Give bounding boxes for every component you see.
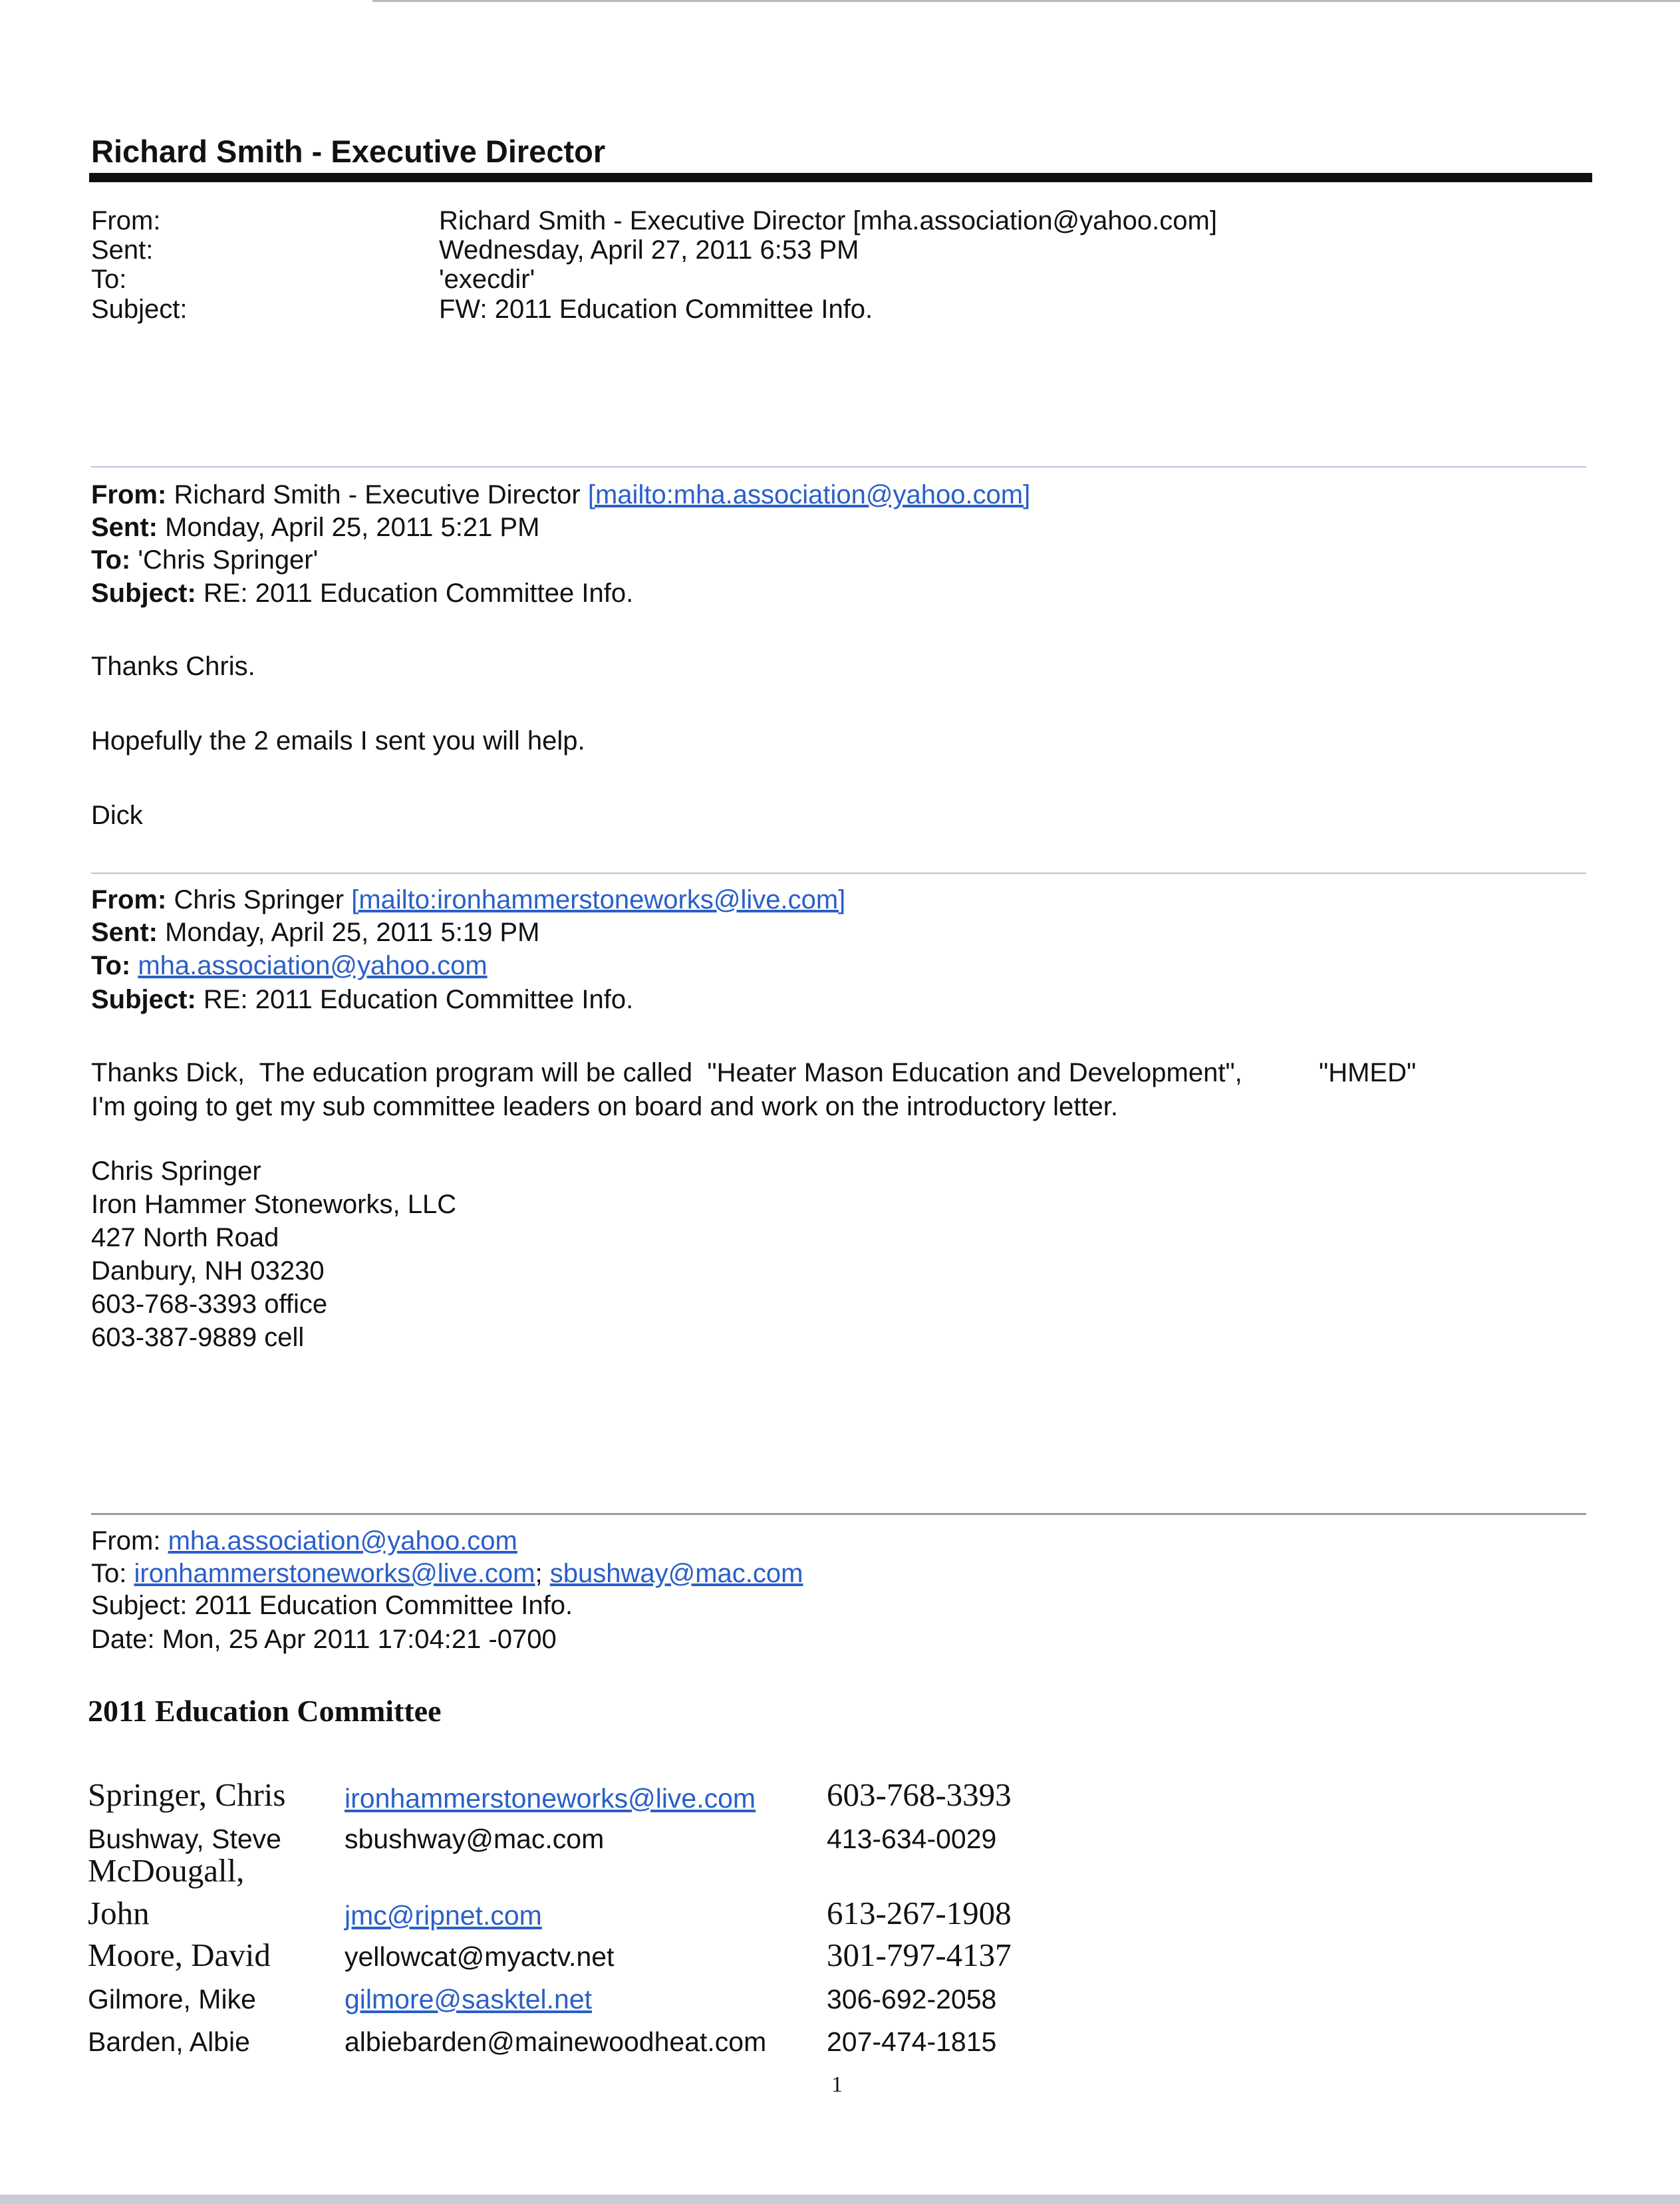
- member-name: Gilmore, Mike: [88, 1984, 256, 2014]
- msg2-from: [91, 887, 845, 913]
- separator: ;: [535, 1559, 543, 1588]
- to-label: To:: [91, 265, 127, 294]
- subject-label: Subject:: [91, 985, 196, 1014]
- mailto-link[interactable]: [mailto:ironhammerstoneworks@live.com]: [351, 885, 846, 914]
- body-line: Hopefully the 2 emails I sent you will help.: [91, 726, 585, 756]
- msg1-from: [91, 482, 1030, 508]
- member-name: Moore, David: [88, 1937, 271, 1973]
- page-number: 1: [831, 2072, 843, 2097]
- divider: [91, 1513, 1586, 1515]
- member-phone: 306-692-2058: [827, 1984, 997, 2014]
- signature-line: Iron Hammer Stoneworks, LLC: [91, 1190, 457, 1219]
- signature-line: 427 North Road: [91, 1223, 279, 1252]
- sent-value: Monday, April 25, 2011 5:21 PM: [165, 513, 540, 542]
- email-link[interactable]: ironhammerstoneworks@live.com: [134, 1559, 535, 1588]
- body-line: Dick: [91, 801, 143, 830]
- sent-label: Sent:: [91, 235, 154, 265]
- email-link[interactable]: sbushway@mac.com: [549, 1559, 803, 1588]
- from-value: Richard Smith - Executive Director: [174, 480, 581, 509]
- member-phone: 603-768-3393: [827, 1776, 1012, 1813]
- member-email-link[interactable]: gilmore@sasktel.net: [345, 1984, 593, 2014]
- subject-label: Subject:: [91, 579, 196, 608]
- member-email-link[interactable]: ironhammerstoneworks@live.com: [345, 1783, 756, 1814]
- title-rule: [89, 173, 1592, 182]
- from-label: From:: [91, 885, 167, 914]
- subject-label: Subject:: [91, 295, 188, 324]
- divider: [91, 466, 1586, 468]
- from-label: From:: [91, 1526, 161, 1556]
- from-value: Richard Smith - Executive Director [mha.association@yahoo.com]: [439, 206, 1217, 235]
- msg1-sent: [91, 514, 539, 541]
- to-label: To:: [91, 1559, 127, 1588]
- member-email: yellowcat@myactv.net: [345, 1941, 615, 1972]
- member-email: sbushway@mac.com: [345, 1824, 605, 1854]
- signature-line: 603-768-3393 office: [91, 1290, 328, 1319]
- msg3-subject: Subject: 2011 Education Committee Info.: [91, 1591, 573, 1620]
- sent-value: Wednesday, April 27, 2011 6:53 PM: [439, 235, 859, 265]
- committee-heading: 2011 Education Committee: [88, 1694, 442, 1728]
- sent-label: Sent:: [91, 513, 158, 542]
- mailto-link[interactable]: [mailto:mha.association@yahoo.com]: [587, 480, 1031, 509]
- subject-value: FW: 2011 Education Committee Info.: [439, 295, 873, 324]
- member-phone: 207-474-1815: [827, 2026, 997, 2057]
- member-phone: 301-797-4137: [827, 1937, 1012, 1973]
- msg3-from: [91, 1528, 517, 1554]
- member-name: Barden, Albie: [88, 2026, 250, 2057]
- member-email-link[interactable]: jmc@ripnet.com: [345, 1900, 542, 1931]
- msg1-to: [91, 547, 318, 573]
- to-label: To:: [91, 951, 131, 980]
- scan-edge-line: [372, 0, 1680, 2]
- member-email: albiebarden@mainewoodheat.com: [345, 2026, 767, 2057]
- msg3-date: Date: Mon, 25 Apr 2011 17:04:21 -0700: [91, 1625, 557, 1654]
- sent-value: Monday, April 25, 2011 5:19 PM: [165, 918, 540, 947]
- signature-line: Chris Springer: [91, 1157, 261, 1186]
- member-phone: 413-634-0029: [827, 1824, 997, 1854]
- body-line: I'm going to get my sub committee leaders on board and work on the introductory letter.: [91, 1092, 1119, 1121]
- body-line-acronym: "HMED": [1319, 1058, 1417, 1087]
- member-name: Springer, Chris: [88, 1776, 286, 1813]
- from-label: From:: [91, 480, 167, 509]
- sent-label: Sent:: [91, 918, 158, 947]
- to-value: 'Chris Springer': [138, 545, 319, 575]
- scan-edge-bar: [0, 2195, 1680, 2204]
- email-link[interactable]: mha.association@yahoo.com: [138, 951, 488, 980]
- to-value: 'execdir': [439, 265, 535, 294]
- msg1-subject: [91, 580, 633, 607]
- to-label: To:: [91, 545, 131, 575]
- member-phone: 613-267-1908: [827, 1895, 1012, 1931]
- document-title: Richard Smith - Executive Director: [91, 134, 606, 169]
- subject-value: RE: 2011 Education Committee Info.: [203, 985, 634, 1014]
- signature-line: 603-387-9889 cell: [91, 1323, 305, 1352]
- member-name-cont: John: [88, 1895, 150, 1931]
- divider: [91, 873, 1586, 874]
- email-link[interactable]: mha.association@yahoo.com: [168, 1526, 517, 1556]
- body-line: Thanks Chris.: [91, 652, 255, 681]
- body-line: Thanks Dick, The education program will be called "Heater Mason Education and Development",: [91, 1058, 1242, 1087]
- msg2-sent: [91, 919, 539, 946]
- member-name: Bushway, Steve: [88, 1824, 281, 1854]
- member-name: McDougall,: [88, 1852, 245, 1889]
- msg2-to: [91, 952, 488, 979]
- subject-value: RE: 2011 Education Committee Info.: [203, 579, 634, 608]
- from-value: Chris Springer: [174, 885, 345, 914]
- signature-line: Danbury, NH 03230: [91, 1256, 325, 1286]
- from-label: From:: [91, 206, 161, 235]
- msg3-to: [91, 1560, 803, 1587]
- msg2-subject: [91, 986, 633, 1013]
